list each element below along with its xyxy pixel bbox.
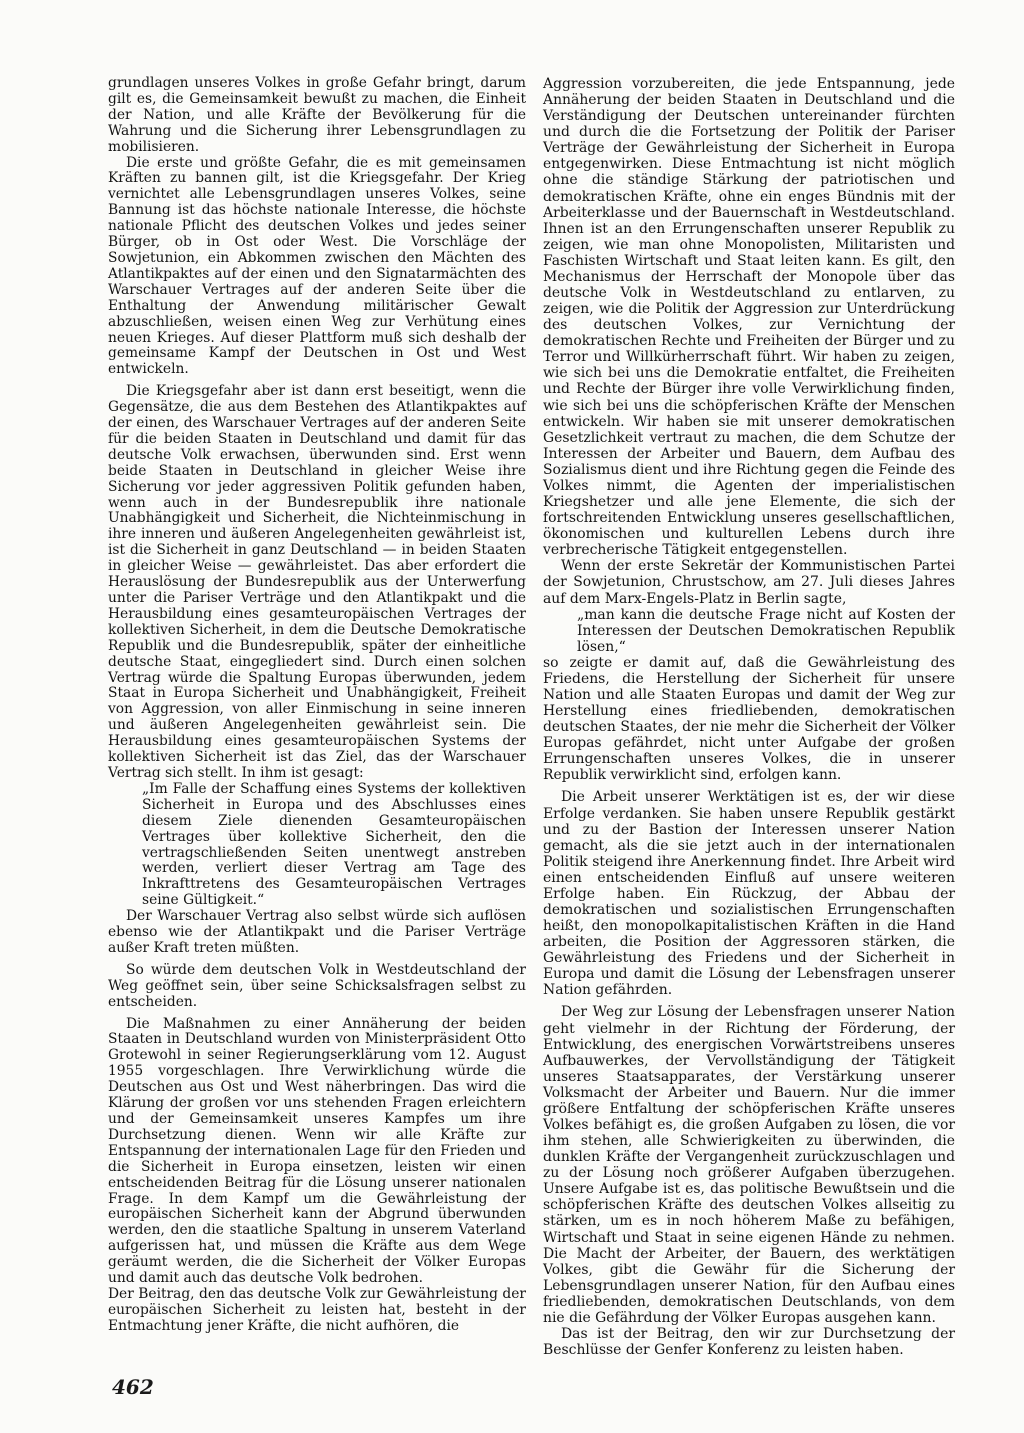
right-text-column — [543, 76, 955, 1358]
paragraph: Der Warschauer Vertrag also selbst würde sich auflösen ebenso wie der Atlantikpakt und die Pariser Verträge außer Kraft treten müßten. — [108, 908, 526, 956]
paragraph: Die Arbeit unserer Werktätigen ist es, der wir diese Erfolge verdanken. Sie haben unsere Republik gestärkt und zu der Bastion der Interessen unserer Nation gemacht, als die sie jetzt auch in der internationalen Politik steigend ihre Anerkennung findet. Ihre Arbeit wird einen entscheidenden Einfluß auf unsere weiteren Erfolge haben. Ein Rückzug, der Abbau der demokratischen und sozialistischen Errungenschaften heißt, den monopolkapitalistischen Kräften in die Hand arbeiten, die Position der Aggressoren stärken, die Gewährleistung des Friedens und der Sicherheit in Europa und damit die Lösung der Lebensfragen unserer Nation gefährden. — [543, 789, 955, 999]
paragraph: grundlagen unseres Volkes in große Gefahr bringt, darum gilt es, die Gemeinsamkeit bewußt zu machen, die Einheit der Nation, und alle Kräfte der Bevölkerung für die Wahrung und die Sicherung ihrer Lebensgrundlagen zu mobilisieren. — [108, 75, 526, 155]
paragraph: Die Kriegsgefahr aber ist dann erst beseitigt, wenn die Gegensätze, die aus dem Bestehen des Atlantikpaktes auf der einen, des Warschauer Vertrages auf der anderen Seite für die beiden Staaten in Deutschland und damit für das deutsche Volk erwachsen, überwunden sind. Erst wenn beide Staaten in Deutschland in gleicher Weise ihre Sicherung vor jeder aggressiven Politik gefunden haben, wenn auch in der Bundesrepublik ihre nationale Unabhängigkeit und Sicherheit, die Nichteinmischung in ihre inneren und äußeren Angelegenheiten gewährleist ist, ist die Sicherheit in ganz Deutschland — in beiden Staaten in gleicher Weise — gewährleistet. Das aber erfordert die Herauslösung der Bundesrepublik aus der Unterwerfung unter die Pariser Verträge und den Atlantikpakt und die Herausbildung eines gesamteuropäischen Vertrages der kollektiven Sicherheit, in dem die Deutsche Demokratische Republik und die Bundesrepublik, später der einheitliche deutsche Staat, eingegliedert sind. Durch einen solchen Vertrag würde die Spaltung Europas überwunden, jedem Staat in Europa Sicherheit und Unabhängigkeit, Freiheit von Aggression, von aller Einmischung in seine inneren und äußeren Angelegenheiten gewährleist sein. Die Herausbildung eines gesamteuropäischen Systems der kollektiven Sicherheit ist das Ziel, das der Warschauer Vertrag sich stellt. In ihm ist gesagt: — [108, 383, 526, 781]
page-number: 462 — [112, 1375, 154, 1399]
paragraph: So würde dem deutschen Volk in Westdeutschland der Weg geöffnet sein, über seine Schicksalsfragen selbst zu entscheiden. — [108, 961, 526, 1010]
block-quote: „Im Falle der Schaffung eines Systems der kollektiven Sicherheit in Europa und des Abschlusses eines diesem Ziele dienenden Gesamteuropäischen Vertrages über kollektive Sicherheit, den die vertragschließenden Seiten unentwegt anstreben werden, verliert dieser Vertrag am Tage des Inkrafttretens des Gesamteuropäischen Vertrages seine Gültigkeit.“ — [142, 780, 526, 909]
block-quote: „man kann die deutsche Frage nicht auf Kosten der Interessen der Deutschen Demokratischen Republik lösen,“ — [577, 606, 955, 655]
paragraph: Das ist der Beitrag, den wir zur Durchsetzung der Beschlüsse der Genfer Konferenz zu leisten haben. — [543, 1326, 955, 1359]
paragraph: so zeigte er damit auf, daß die Gewährleistung des Friedens, die Herstellung der Sicherheit für unsere Nation und alle Staaten Europas und damit der Weg zur Herstellung eines friedliebenden, demokratischen deutschen Staates, der nie mehr die Sicherheit der Völker Europas gefährdet, nicht unter Aufgabe der großen Errungenschaften unseres Volkes, die in unserer Republik verwirklicht sind, erfolgen kann. — [543, 654, 955, 784]
paragraph: Die erste und größte Gefahr, die es mit gemeinsamen Kräften zu bannen gilt, ist die Kriegsgefahr. Der Krieg vernichtet alle Lebensgrundlagen unseres Volkes, seine Bannung ist das höchste nationale Interesse, die höchste nationale Pflicht des deutschen Volkes und jedes seiner Bürger, ob in Ost oder West. Die Vorschläge der Sowjetunion, ein Abkommen zwischen den Mächten des Atlantikpaktes auf der einen und den Signatarmächten des Warschauer Vertrages auf der anderen Seite über die Enthaltung der Anwendung militärischer Gewalt abzuschließen, weisen einen Weg zur Verhütung eines neuen Krieges. Auf dieser Plattform muß sich deshalb der gemeinsame Kampf der Deutschen in Ost und West entwickeln. — [108, 154, 526, 378]
paragraph: Die Maßnahmen zu einer Annäherung der beiden Staaten in Deutschland wurden von Ministerpräsident Otto Grotewohl in seiner Regierungserklärung vom 12. August 1955 vorgeschlagen. Ihre Verwirklichung würde die Deutschen aus Ost und West näherbringen. Das wird die Klärung der großen vor uns stehenden Fragen erleichtern und der Gemeinsamkeit unseres Kampfes um ihre Durchsetzung dienen. Wenn wir alle Kräfte zur Entspannung der internationalen Lage für den Frieden und die Sicherheit in Europa einsetzen, leisten wir einen entscheidenden Beitrag für die Lösung unserer nationalen Frage. In dem Kampf um die Gewährleistung der europäischen Sicherheit kann der Abgrund überwunden werden, den die staatliche Spaltung in unserem Vaterland aufgerissen hat, und müssen die Kräfte aus dem Wege geräumt werden, die die Sicherheit der Völker Europas und damit auch das deutsche Volk bedrohen. — [108, 1015, 526, 1287]
paragraph: Aggression vorzubereiten, die jede Entspannung, jede Annäherung der beiden Staaten in Deutschland und die Verständigung der Deutschen untereinander fürchten und durch die die Fortsetzung der Politik der Pariser Verträge der Gewährleistung der Sicherheit in Europa entgegenwirken. Diese Entmachtung ist nicht möglich ohne die ständige Stärkung der patriotischen und demokratischen Kräfte, ohne ein enges Bündnis mit der Arbeiterklasse und der Bauernschaft in Westdeutschland. Ihnen ist an den Errungenschaften unserer Republik zu zeigen, wie man ohne Monopolisten, Militaristen und Faschisten Wirtschaft und Staat leiten kann. Es gilt, den Mechanismus der Herrschaft der Monopole über das deutsche Volk in Westdeutschland zu entlarven, zu zeigen, wie die Politik der Aggression zur Unterdrückung des deutschen Volkes, zur Vernichtung der demokratischen Rechte und Freiheiten der Bürger und zu Terror und Willkürherrschaft führt. Wir haben zu zeigen, wie sich bei uns die Demokratie entfaltet, die Freiheiten und Rechte der Bürger ihre volle Verwirklichung finden, wie sich bei uns die schöpferischen Kräfte der Menschen entwickeln. Wir haben sie mit unserer demokratischen Gesetzlichkeit vertraut zu machen, die dem Schutze der Interessen der Arbeiter und Bauern, dem Aufbau des Sozialismus dient und ihre Richtung gegen die Feinde des Volkes nimmt, die Agenten der imperialistischen Kriegshetzer und alle jene Elemente, die sich der fortschreitenden Entwicklung unseres gesellschaftlichen, ökonomischen und kulturellen Lebens durch ihre verbrecherische Tätigkeit entgegenstellen. — [543, 76, 955, 559]
paragraph: Der Weg zur Lösung der Lebensfragen unserer Nation geht vielmehr in der Richtung der Förderung, der Entwicklung, des energischen Vorwärtstreibens unseres Aufbauwerkes, der Vervollständigung der Tätigkeit unseres Staatsapparates, der Verstärkung unserer Volksmacht der Arbeiter und Bauern. Nur die immer größere Entfaltung der schöpferischen Kräfte unseres Volkes befähigt es, die großen Aufgaben zu lösen, die vor ihm stehen, alle Schwierigkeiten zu überwinden, die dunklen Kräfte der Vergangenheit zurückzuschlagen und zu der Lösung noch größerer Aufgaben überzugehen. Unsere Aufgabe ist es, das politische Bewußtsein und die schöpferischen Kräfte des deutschen Volkes allseitig zu stärken, um es in noch höherem Maße zu befähigen, Wirtschaft und Staat in seine eigenen Hände zu nehmen. Die Macht der Arbeiter, der Bauern, des werktätigen Volkes, gibt die Gewähr für die Sicherung der Lebensgrundlagen unserer Nation, für den Aufbau eines friedliebenden, demokratischen Deutschlands, von dem nie die Gefährdung der Völker Europas ausgehen kann. — [543, 1004, 955, 1326]
left-text-column — [108, 76, 526, 1335]
paragraph: Wenn der erste Sekretär der Kommunistischen Partei der Sowjetunion, Chrustschow, am 27. Juli dieses Jahres auf dem Marx-Engels-Platz in Berlin sagte, — [543, 558, 955, 607]
paragraph: Der Beitrag, den das deutsche Volk zur Gewährleistung der europäischen Sicherheit zu leisten hat, besteht in der Entmachtung jener Kräfte, die nicht aufhören, die — [108, 1285, 526, 1334]
